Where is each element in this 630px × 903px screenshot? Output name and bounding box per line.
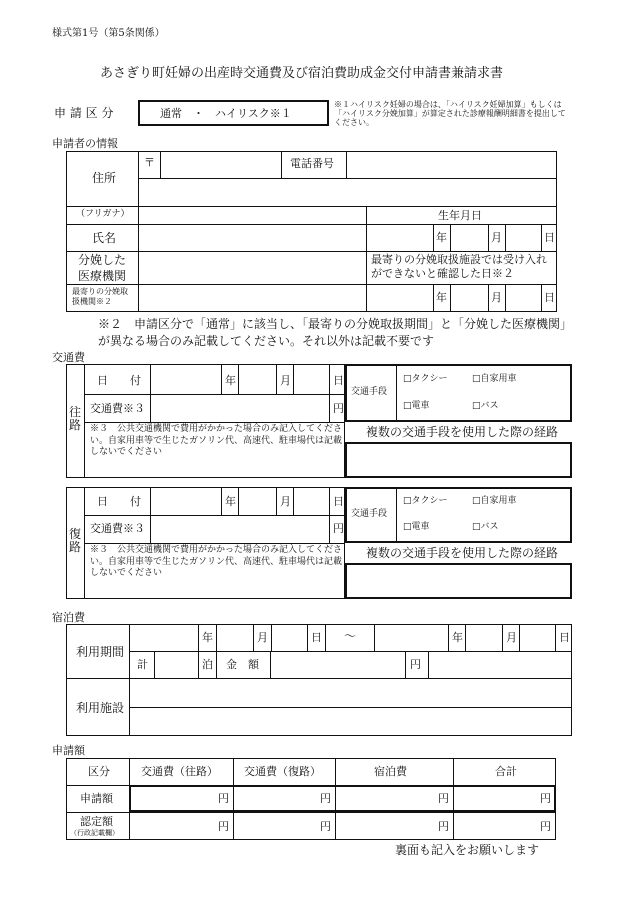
transport-section-title: 交通費	[52, 351, 85, 364]
outbound-taxi-checkbox[interactable]: □タクシー	[403, 374, 448, 384]
application-type-label: 申 請 区 分	[54, 106, 114, 120]
lodging-facility-field-1[interactable]	[130, 679, 571, 706]
birth-month-field[interactable]	[451, 225, 487, 250]
return-day-field[interactable]	[294, 488, 328, 514]
approved-lodging-unit: 円	[438, 820, 449, 833]
outbound-day-field[interactable]	[294, 365, 328, 393]
lodging-total-label: 計	[137, 658, 148, 671]
outbound-cost-label: 交通費※３	[90, 402, 145, 415]
outbound-bus-checkbox[interactable]: □バス	[472, 401, 499, 411]
note-2: ※２ 申請区分で「通常」に該当し、「最寄りの分娩取扱期間」と「分娩した医療機関」が異なる場合のみ記載してください。それ以外は記載不要です	[98, 317, 573, 349]
lodging-start-month-unit: 月	[257, 631, 268, 644]
lodging-facility-field-2[interactable]	[130, 708, 571, 735]
application-type-options: 通常 ・ ハイリスク※１	[160, 107, 292, 120]
lodging-amount-label: 金 額	[226, 658, 259, 671]
birth-year-field[interactable]	[367, 225, 432, 250]
high-risk-note: ※１ハイリスク妊婦の場合は、「ハイリスク妊婦加算」もしくは「ハイリスク分娩加算」が算定された診療報酬明細書を提出してください。	[334, 100, 566, 128]
nearest-label: 最寄りの分娩取扱機関※２	[72, 287, 128, 307]
applicant-section-title: 申請者の情報	[52, 137, 118, 150]
return-cost-label: 交通費※３	[90, 522, 145, 535]
lodging-start-month-field[interactable]	[217, 625, 252, 650]
address-label: 住所	[92, 171, 117, 185]
confirm-year-field[interactable]	[367, 285, 432, 311]
lodging-end-month-unit: 月	[506, 631, 517, 644]
outbound-means-label: 交通手段	[351, 387, 388, 397]
approved-return-unit: 円	[320, 820, 331, 833]
facility-field[interactable]	[139, 252, 365, 283]
lodging-start-year-field[interactable]	[130, 625, 197, 650]
page-title: あさぎり町妊婦の出産時交通費及び宿泊費助成金交付申請書兼請求書	[100, 66, 504, 81]
return-car-checkbox[interactable]: □自家用車	[472, 496, 517, 506]
return-note-3: ※３ 公共交通機関で費用がかかった場合のみ記入してください。自家用車等で生じたガソリン代、高速代、駐車場代は記載しないでください	[90, 545, 343, 579]
confirm-date-label: 最寄りの分娩取扱施設では受け入れができないと確認した日※２	[371, 253, 547, 281]
lodging-start-year-unit: 年	[202, 631, 213, 644]
name-label: 氏名	[92, 231, 117, 245]
return-month-field[interactable]	[239, 488, 275, 514]
outbound-label: 往路	[69, 405, 82, 433]
birth-year-unit: 年	[436, 231, 447, 244]
postal-code-field[interactable]	[161, 152, 280, 177]
nearest-field[interactable]	[139, 285, 365, 311]
return-train-checkbox[interactable]: □電車	[403, 522, 430, 532]
return-route-field[interactable]	[345, 563, 572, 599]
confirm-day-field[interactable]	[506, 285, 540, 311]
outbound-note-3: ※３ 公共交通機関で費用がかかった場合のみ記入してください。自家用車等で生じたガソリン代、高速代、駐車場代は記載しないでください	[90, 424, 343, 458]
outbound-year-field[interactable]	[151, 365, 220, 393]
return-bus-checkbox[interactable]: □バス	[472, 522, 499, 532]
return-means-label: 交通手段	[351, 509, 388, 519]
lodging-start-day-field[interactable]	[272, 625, 306, 650]
phone-field[interactable]	[347, 152, 556, 177]
lodging-section-title: 宿泊費	[52, 611, 85, 624]
facility-label: 分娩した医療機関	[77, 253, 126, 283]
requested-total-unit: 円	[540, 792, 551, 805]
outbound-year-unit: 年	[225, 374, 236, 387]
outbound-cost-unit: 円	[333, 402, 344, 415]
confirm-month-unit: 月	[491, 291, 502, 304]
claim-header-return: 交通費（復路）	[244, 765, 321, 778]
lodging-amount-field[interactable]	[271, 652, 404, 677]
postal-mark: 〒	[144, 156, 155, 169]
return-cost-field[interactable]	[151, 516, 328, 542]
lodging-end-day-field[interactable]	[520, 625, 554, 650]
approved-total-unit: 円	[540, 820, 551, 833]
confirm-month-field[interactable]	[451, 285, 487, 311]
return-route-label: 複数の交通手段を使用した際の経路	[366, 546, 559, 560]
birth-month-unit: 月	[491, 231, 502, 244]
return-year-unit: 年	[225, 495, 236, 508]
claim-header-category: 区分	[88, 765, 110, 778]
lodging-facility-label: 利用施設	[76, 701, 125, 715]
return-day-unit: 日	[333, 495, 344, 508]
confirm-year-unit: 年	[436, 291, 447, 304]
claim-header-outbound: 交通費（往路）	[141, 765, 218, 778]
requested-return-field[interactable]	[235, 787, 317, 810]
requested-total-field[interactable]	[455, 787, 537, 810]
requested-lodging-unit: 円	[438, 792, 449, 805]
outbound-train-checkbox[interactable]: □電車	[403, 401, 430, 411]
return-cost-unit: 円	[333, 522, 344, 535]
form-number: 様式第1号（第5条関係）	[52, 28, 165, 39]
phone-label: 電話番号	[290, 157, 334, 170]
name-field[interactable]	[139, 225, 365, 250]
birth-day-unit: 日	[544, 231, 555, 244]
outbound-date-label: 日 付	[97, 374, 141, 387]
outbound-day-unit: 日	[333, 374, 344, 387]
requested-outbound-unit: 円	[218, 792, 229, 805]
birth-day-field[interactable]	[506, 225, 540, 250]
claim-section-title: 申請額	[52, 744, 85, 757]
lodging-end-year-unit: 年	[452, 631, 463, 644]
requested-outbound-field[interactable]	[131, 787, 215, 810]
claim-row-requested: 申請額	[80, 792, 113, 805]
address-field[interactable]	[139, 179, 556, 205]
return-label: 復路	[69, 527, 82, 555]
return-month-unit: 月	[280, 495, 291, 508]
outbound-car-checkbox[interactable]: □自家用車	[472, 374, 517, 384]
claim-header-total: 合計	[495, 765, 517, 778]
furigana-label: （フリガナ）	[76, 209, 130, 219]
lodging-end-month-field[interactable]	[466, 625, 501, 650]
confirm-day-unit: 日	[544, 291, 555, 304]
claim-row-approved-note: （行政記載欄）	[70, 829, 119, 837]
outbound-route-label: 複数の交通手段を使用した際の経路	[366, 425, 559, 439]
return-taxi-checkbox[interactable]: □タクシー	[403, 496, 448, 506]
return-date-label: 日 付	[97, 495, 141, 508]
lodging-amount-unit: 円	[410, 658, 421, 671]
outbound-cost-field[interactable]	[151, 395, 328, 421]
lodging-end-day-unit: 日	[559, 631, 570, 644]
lodging-end-year-field[interactable]	[375, 625, 447, 650]
outbound-month-field[interactable]	[239, 365, 275, 393]
footer-note: 裏面も記入をお願いします	[395, 843, 540, 857]
approved-outbound-unit: 円	[218, 820, 229, 833]
lodging-nights-field[interactable]	[155, 652, 197, 677]
furigana-field[interactable]	[139, 207, 365, 223]
requested-return-unit: 円	[320, 792, 331, 805]
lodging-tilde: ～	[344, 629, 357, 643]
lodging-period-label: 利用期間	[76, 645, 125, 659]
claim-row-approved: 認定額	[80, 815, 113, 828]
outbound-route-field[interactable]	[345, 442, 572, 478]
return-year-field[interactable]	[151, 488, 220, 514]
requested-lodging-field[interactable]	[337, 787, 435, 810]
lodging-start-day-unit: 日	[311, 631, 322, 644]
claim-header-lodging: 宿泊費	[374, 765, 407, 778]
outbound-month-unit: 月	[280, 374, 291, 387]
birthdate-label: 生年月日	[438, 209, 482, 222]
lodging-nights-unit: 泊	[202, 658, 213, 671]
